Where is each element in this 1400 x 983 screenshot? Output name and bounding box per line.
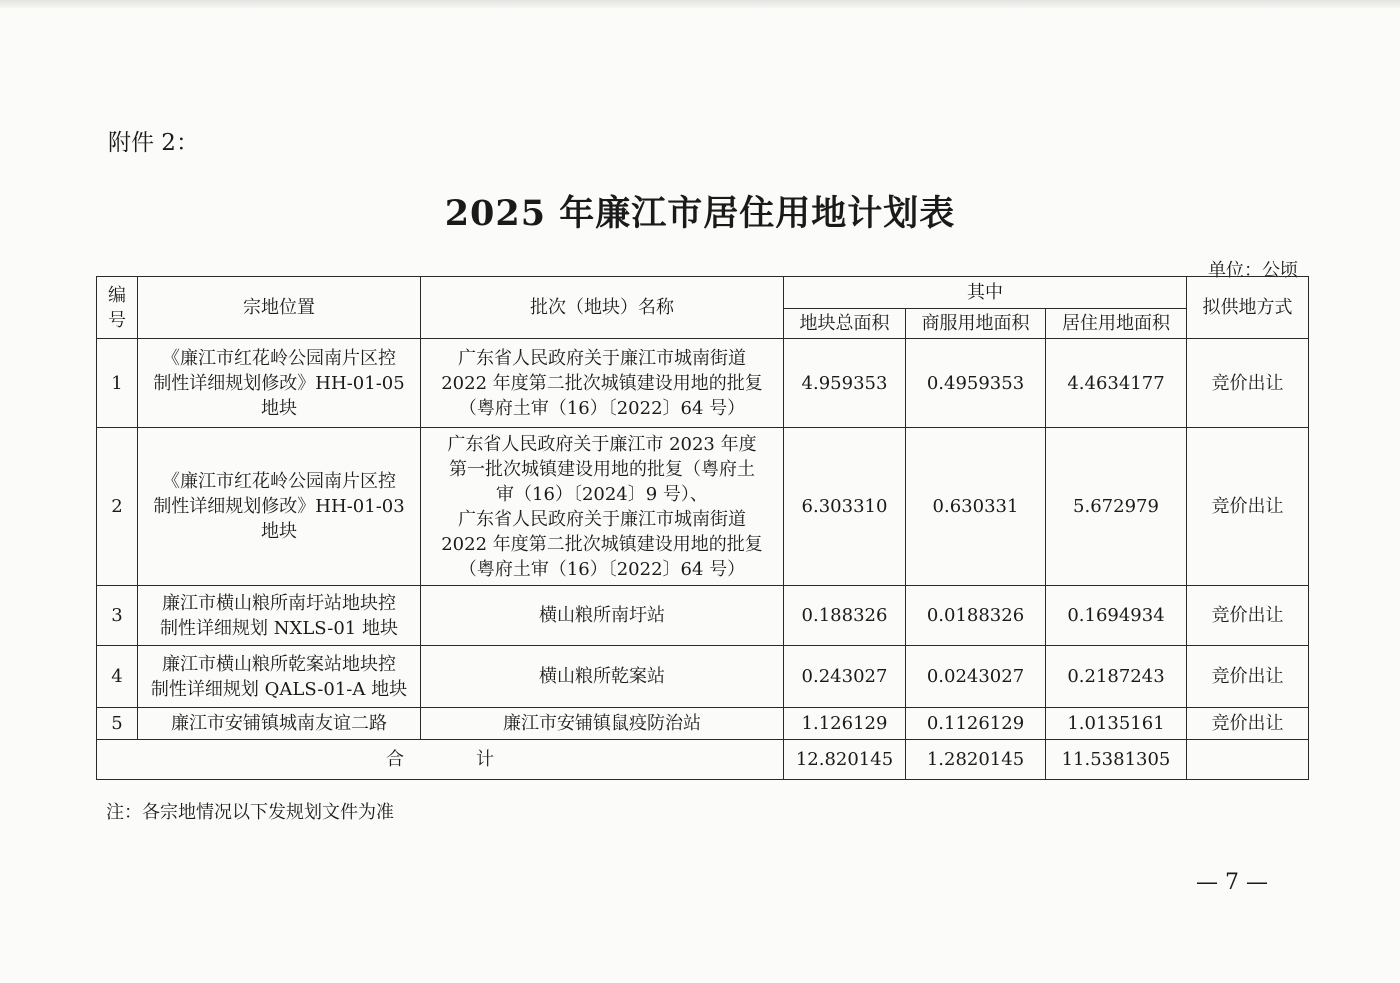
totals-commercial-area: 1.2820145 <box>906 740 1046 780</box>
row-batch-line: 广东省人民政府关于廉江市城南街道 <box>458 508 746 530</box>
totals-supply-method <box>1187 740 1309 780</box>
row-batch-line: 横山粮所南圩站 <box>539 605 665 626</box>
table-row <box>97 339 1309 428</box>
land-plan-table <box>96 276 1309 780</box>
row-location-line: 制性详细规划修改》HH-01-03 <box>153 496 405 517</box>
row-location <box>138 708 421 740</box>
row-supply-method: 竞价出让 <box>1187 339 1309 428</box>
totals-row <box>97 740 1309 780</box>
row-commercial-area: 0.0188326 <box>906 586 1046 646</box>
row-number: 3 <box>97 586 138 646</box>
header-total-area: 地块总面积 <box>784 309 906 339</box>
row-location-line: 《廉江市红花岭公园南片区控 <box>162 347 396 369</box>
row-batch-line: （粤府土审（16）〔2022〕64 号） <box>458 558 746 580</box>
row-total-area: 0.188326 <box>784 586 906 646</box>
row-location-line: 制性详细规划 QALS-01-A 地块 <box>150 678 408 700</box>
table-row <box>97 586 1309 646</box>
row-location-line: 制性详细规划 NXLS-01 地块 <box>160 617 398 639</box>
unit-label: 单位：公顷 <box>1208 260 1298 281</box>
row-supply-method: 竞价出让 <box>1187 708 1309 740</box>
row-commercial-area: 0.1126129 <box>906 708 1046 740</box>
row-batch-name <box>421 708 784 740</box>
row-residential-area: 0.1694934 <box>1046 586 1187 646</box>
row-location-line: 制性详细规划修改》HH-01-05 <box>153 372 405 394</box>
footnote: 注：各宗地情况以下发规划文件为准 <box>106 802 394 823</box>
row-batch-line: （粤府土审（16）〔2022〕64 号） <box>458 397 746 419</box>
row-number: 5 <box>97 708 138 740</box>
row-commercial-area: 0.4959353 <box>906 339 1046 428</box>
row-batch-line: 横山粮所乾案站 <box>539 666 665 687</box>
header-commercial-area: 商服用地面积 <box>906 309 1046 339</box>
row-location <box>138 646 421 708</box>
row-total-area: 1.126129 <box>784 708 906 740</box>
row-batch-line: 广东省人民政府关于廉江市城南街道 <box>458 347 746 369</box>
row-batch-name <box>421 646 784 708</box>
row-total-area: 4.959353 <box>784 339 906 428</box>
header-residential-area: 居住用地面积 <box>1046 309 1187 339</box>
row-residential-area: 4.4634177 <box>1046 339 1187 428</box>
row-location <box>138 428 421 586</box>
row-batch-line: 广东省人民政府关于廉江市 2023 年度 <box>447 433 757 455</box>
header-row-1 <box>97 277 1309 309</box>
table-row <box>97 708 1309 740</box>
row-location <box>138 339 421 428</box>
header-location: 宗地位置 <box>138 277 421 339</box>
header-number-line2: 号 <box>108 309 126 331</box>
row-batch-name <box>421 339 784 428</box>
row-residential-area: 5.672979 <box>1046 428 1187 586</box>
row-location-line: 地块 <box>261 521 297 542</box>
row-number: 1 <box>97 339 138 428</box>
row-residential-area: 0.2187243 <box>1046 646 1187 708</box>
table-row <box>97 428 1309 586</box>
row-supply-method: 竞价出让 <box>1187 646 1309 708</box>
page-number: — 7 — <box>1196 870 1268 895</box>
header-number <box>97 277 138 339</box>
row-commercial-area: 0.0243027 <box>906 646 1046 708</box>
row-batch-line: 2022 年度第二批次城镇建设用地的批复 <box>441 533 763 555</box>
row-supply-method: 竞价出让 <box>1187 586 1309 646</box>
totals-label: 合 计 <box>97 740 784 780</box>
header-supply-method: 拟供地方式 <box>1187 277 1309 339</box>
row-batch-line: 第一批次城镇建设用地的批复（粤府土 <box>449 458 755 480</box>
row-batch-line: 审（16）〔2024〕9 号）、 <box>496 483 708 505</box>
row-supply-method: 竞价出让 <box>1187 428 1309 586</box>
header-group: 其中 <box>784 277 1187 309</box>
row-location-line: 廉江市横山粮所乾案站地块控 <box>162 653 396 675</box>
totals-residential-area: 11.5381305 <box>1046 740 1187 780</box>
row-batch-line: 廉江市安铺镇鼠疫防治站 <box>503 713 701 734</box>
row-location-line: 地块 <box>261 397 297 419</box>
table-row <box>97 646 1309 708</box>
row-location-line: 《廉江市红花岭公园南片区控 <box>162 471 396 492</box>
row-commercial-area: 0.630331 <box>906 428 1046 586</box>
row-residential-area: 1.0135161 <box>1046 708 1187 740</box>
row-number: 2 <box>97 428 138 586</box>
row-total-area: 0.243027 <box>784 646 906 708</box>
row-batch-line: 2022 年度第二批次城镇建设用地的批复 <box>441 372 763 394</box>
row-location <box>138 586 421 646</box>
row-location-line: 廉江市横山粮所南圩站地块控 <box>162 592 396 614</box>
row-location-line: 廉江市安铺镇城南友谊二路 <box>171 713 387 734</box>
row-total-area: 6.303310 <box>784 428 906 586</box>
page-title: 2025 年廉江市居住用地计划表 <box>444 193 956 234</box>
row-batch-name <box>421 586 784 646</box>
attachment-label: 附件 2： <box>108 130 199 156</box>
header-number-line1: 编 <box>108 284 126 306</box>
row-number: 4 <box>97 646 138 708</box>
row-batch-name <box>421 428 784 586</box>
totals-total-area: 12.820145 <box>784 740 906 780</box>
scan-edge <box>0 0 1400 8</box>
header-batch-name: 批次（地块）名称 <box>421 277 784 339</box>
